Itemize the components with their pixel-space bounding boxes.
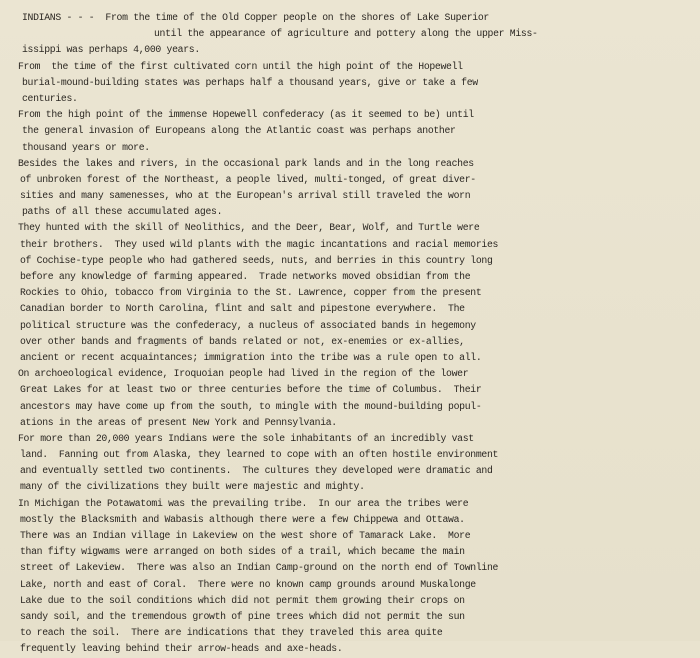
- text-line: sities and many samenesses, who at the European's arrival still traveled the worn: [20, 190, 471, 202]
- text-line: frequently leaving behind their arrow-heads and axe-heads.: [20, 643, 343, 655]
- text-line: In Michigan the Potawatomi was the prevailing tribe. In our area the tribes were: [18, 497, 469, 509]
- text-line: Lake, north and east of Coral. There were no known camp grounds around Muskalonge: [20, 578, 476, 590]
- text-line: mostly the Blacksmith and Wabasis although there were a few Chippewa and Ottawa.: [20, 513, 465, 525]
- text-line: Great Lakes for at least two or three centuries before the time of Columbus. Their: [20, 384, 482, 396]
- text-line: political structure was the confederacy, a nucleus of associated bands in hegemony: [20, 319, 476, 331]
- text-line: They hunted with the skill of Neolithics, and the Deer, Bear, Wolf, and Turtle were: [18, 222, 480, 234]
- text-line: thousand years or more.: [22, 141, 150, 153]
- text-line: On archoeological evidence, Iroquoian people had lived in the region of the lower: [18, 368, 469, 380]
- text-line: the general invasion of Europeans along the Atlantic coast was perhaps another: [22, 125, 456, 137]
- text-line: and eventually settled two continents. The cultures they developed were dramatic and: [20, 465, 493, 477]
- text-line: their brothers. They used wild plants with the magic incantations and racial memories: [20, 238, 499, 250]
- text-line: burial-mound-building states was perhaps half a thousand years, give or take a few: [22, 76, 478, 88]
- text-line: of unbroken forest of the Northeast, a people lived, multi-tonged, of great diver-: [20, 173, 476, 185]
- text-line: over other bands and fragments of bands related or not, ex-enemies or ex-allies,: [20, 335, 465, 347]
- text-line: until the appearance of agriculture and pottery along the upper Miss-: [154, 28, 538, 40]
- text-line: From the high point of the immense Hopewell confederacy (as it seemed to be) until: [18, 109, 474, 121]
- text-line: Canadian border to North Carolina, flint and salt and pipestone everywhere. The: [20, 303, 465, 315]
- text-line: to reach the soil. There are indications that they traveled this area quite: [20, 627, 443, 639]
- text-line: street of Lakeview. There was also an Indian Camp-ground on the north end of Townline: [20, 562, 499, 574]
- text-line: before any knowledge of farming appeared. Trade networks moved obsidian from the: [20, 271, 471, 282]
- text-line: of Cochise-type people who had gathered seeds, nuts, and berries in this country long: [20, 254, 493, 266]
- text-line: ancient or recent acquaintances; immigration into the tribe was a rule open to all.: [20, 351, 482, 363]
- text-line: paths of all these accumulated ages.: [22, 206, 223, 218]
- text-line: land. Fanning out from Alaska, they learned to cope with an often hostile environment: [20, 449, 499, 461]
- text-line: than fifty wigwams were arranged on both sides of a trail, which became the main: [20, 546, 465, 558]
- text-line: From the time of the first cultivated corn until the high point of the Hopewell: [18, 60, 463, 72]
- text-line: issippi was perhaps 4,000 years.: [22, 44, 200, 56]
- text-line: There was an Indian village in Lakeview on the west shore of Tamarack Lake. More: [20, 530, 471, 541]
- document-body: [0, 10, 700, 658]
- text-line: many of the civilizations they built were majestic and mighty.: [20, 481, 365, 493]
- text-line: centuries.: [22, 92, 78, 104]
- section-heading: INDIANS - - -: [22, 12, 95, 23]
- text-line: Rockies to Ohio, tobacco from Virginia to the St. Lawrence, copper from the present: [20, 287, 482, 299]
- text-line: For more than 20,000 years Indians were the sole inhabitants of an incredibly vast: [18, 432, 474, 444]
- text-line: ations in the areas of present New York and Pennsylvania.: [20, 416, 337, 428]
- text-line: Lake due to the soil conditions which did not permit them growing their crops on: [20, 594, 465, 606]
- text-line: sandy soil, and the tremendous growth of pine trees which did not permit the sun: [20, 610, 465, 622]
- text-line: ancestors may have come up from the south, to mingle with the mound-building popul-: [20, 400, 482, 412]
- text-line: INDIANS - - - From the time of the Old Copper people on the shores of Lake Superior: [22, 12, 489, 23]
- text-line: Besides the lakes and rivers, in the occasional park lands and in the long reaches: [18, 157, 474, 169]
